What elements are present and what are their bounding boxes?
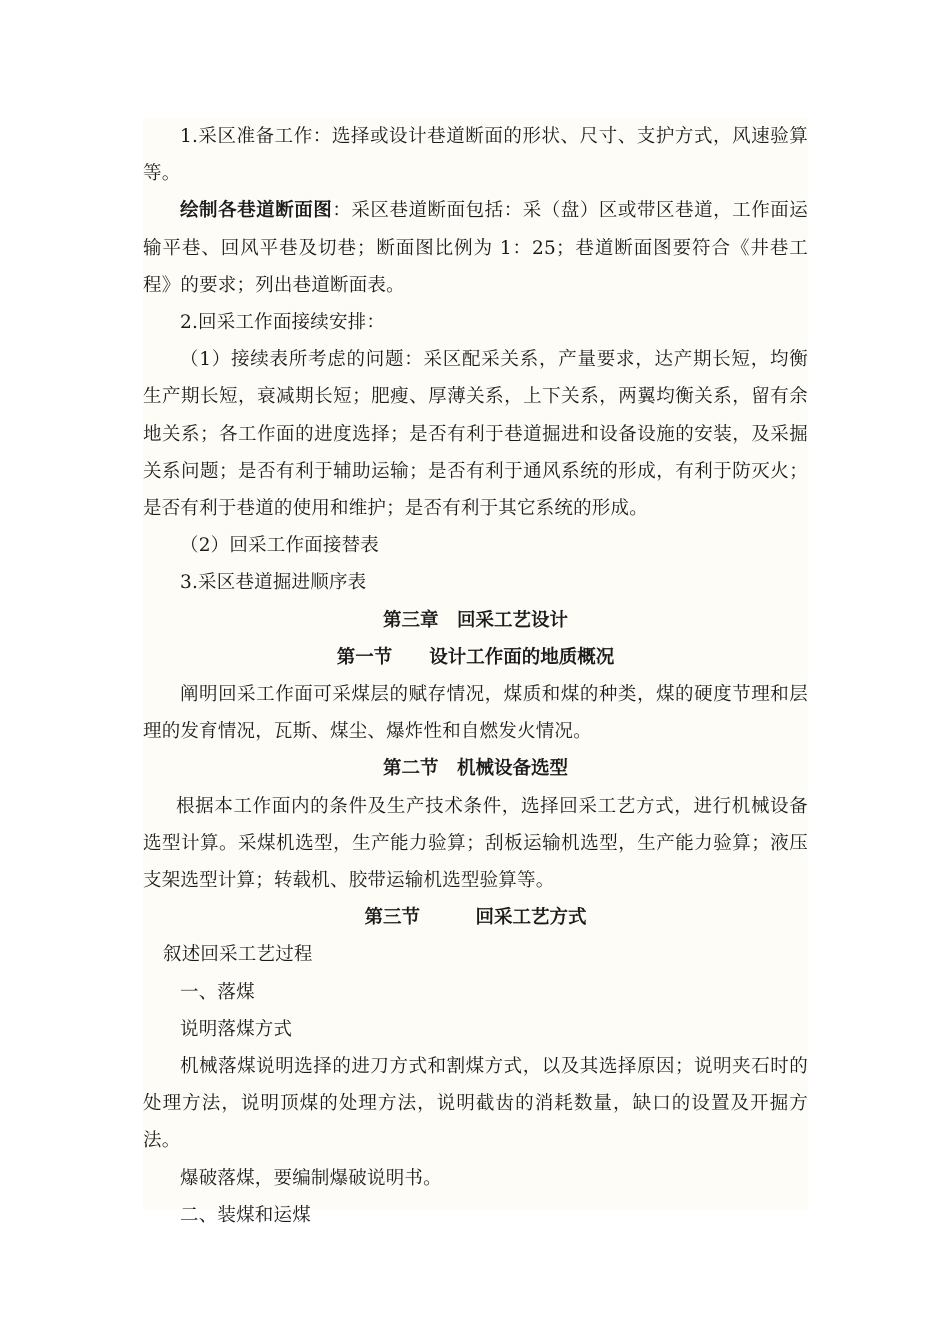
paragraph-coal-breaking-method: 说明落煤方式 bbox=[180, 1018, 293, 1040]
paragraph-district-preparation: 1.采区准备工作：选择或设计巷道断面的形状、尺寸、支护方式，风速验算等。 bbox=[143, 126, 808, 185]
section-heading-3: 第三节 回采工艺方式 bbox=[364, 907, 587, 929]
paragraph-blasting: 爆破落煤，要编制爆破说明书。 bbox=[180, 1167, 442, 1189]
paragraph-succession-considerations: （1）接续表所考虑的问题：采区配采关系，产量要求，达产期长短，均衡生产期长短，衰减期长短；肥瘦、厚薄关系，上下关系，两翼均衡关系，留有余地关系；各工作面的进度选择；是否有利于巷道掘进和设备设施的安装，及采掘关系问题；是否有利于辅助运输；是否有利于通风系统的形成，有利于防灭火；是否有利于巷道的使用和维护；是否有利于其它系统的形成。 bbox=[143, 349, 808, 520]
paragraph-process-intro: 叙述回采工艺过程 bbox=[163, 944, 313, 966]
bold-term: 绘制各巷道断面图 bbox=[180, 200, 333, 222]
paragraph-geology: 阐明回采工作面可采煤层的赋存情况，煤质和煤的种类，煤的硬度节理和层理的发育情况，瓦斯、煤尘、爆炸性和自燃发火情况。 bbox=[143, 684, 808, 743]
paragraph-text: ：采区巷道断面包括：采（盘）区或带区巷道，工作面运输平巷、回风平巷及切巷；断面图比例为 1：25；巷道断面图要符合《井巷工程》的要求；列出巷道断面表。 bbox=[143, 200, 808, 296]
document-body bbox=[143, 118, 808, 1226]
paragraph-roadway-section-drawing bbox=[143, 192, 808, 304]
section-heading-2: 第二节 机械设备选型 bbox=[382, 758, 568, 780]
paragraph-replacement-table: （2）回采工作面接替表 bbox=[180, 535, 379, 557]
paragraph-coal-breaking-heading: 一、落煤 bbox=[180, 981, 255, 1003]
paragraph-equipment-selection: 根据本工作面内的条件及生产技术条件，选择回采工艺方式，进行机械设备选型计算。采煤机选型，生产能力验算；刮板运输机选型，生产能力验算；液压支架选型计算；转载机、胶带运输机选型验算等。 bbox=[143, 795, 808, 892]
paragraph-face-succession: 2.回采工作面接续安排： bbox=[180, 312, 386, 334]
paragraph-loading-transport-heading: 二、装煤和运煤 bbox=[180, 1204, 311, 1226]
section-heading-1: 第一节 设计工作面的地质概况 bbox=[336, 646, 615, 668]
paragraph-excavation-order: 3.采区巷道掘进顺序表 bbox=[180, 572, 367, 594]
paragraph-mechanical-breaking: 机械落煤说明选择的进刀方式和割煤方式，以及其选择原因；说明夹石时的处理方法，说明顶煤的处理方法，说明截齿的消耗数量，缺口的设置及开掘方法。 bbox=[143, 1056, 808, 1152]
chapter-heading: 第三章 回采工艺设计 bbox=[382, 609, 568, 631]
